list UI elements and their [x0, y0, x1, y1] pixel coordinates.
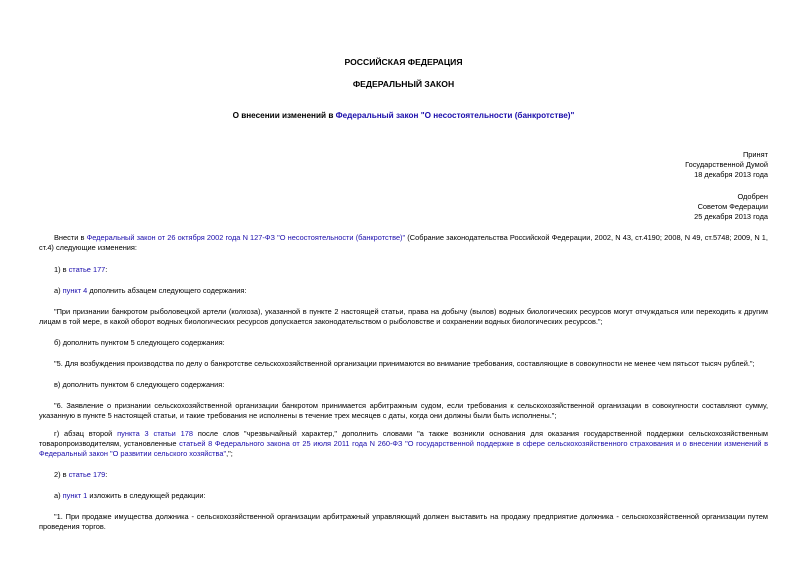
item-1d-text-c: ,";	[226, 449, 233, 459]
approved-date: 25 декабря 2013 года	[694, 212, 768, 221]
item-1d-text-a: г) абзац второй	[54, 429, 118, 438]
item-1c: в) дополнить пунктом 6 следующего содержания:	[54, 380, 225, 389]
intro-paragraph	[39, 233, 768, 253]
item-2a-text-a: а)	[54, 491, 63, 500]
item-1-colon: :	[105, 265, 108, 274]
country-heading: РОССИЙСКАЯ ФЕДЕРАЦИЯ	[344, 57, 463, 67]
item-2a-text-b: изложить в следующей редакции:	[87, 491, 206, 500]
item-1-text: 1) в	[54, 265, 69, 274]
item-1a-text-b: дополнить абзацем следующего содержания:	[87, 286, 247, 295]
approved-label: Одобрен	[737, 192, 768, 201]
intro-text-b: (Собрание законодательства Российской Федерации, 2002, N 43, ст.4190; 2008, N 49, ст.5748; 2009, N 1, ст.4) следующие изменения:	[39, 233, 768, 253]
item-2a	[54, 491, 206, 501]
article-179-link[interactable]: статье 179	[68, 470, 106, 479]
law-type-heading: ФЕДЕРАЛЬНЫЙ ЗАКОН	[352, 79, 455, 89]
article-177-link[interactable]: статье 177	[68, 265, 106, 274]
item-1d-text-b: после слов "чрезвычайный характер," дополнить словами "а также возникли основания для оказания государственной поддержки сельскохозяйственным товаропроизводителям, установленные	[39, 429, 768, 449]
item-1b: б) дополнить пунктом 5 следующего содержания:	[54, 338, 225, 347]
quote-paragraph-6: "6. Заявление о признании сельскохозяйственной организации банкротом принимается арбитражным судом, если требования к сельскохозяйственной организации в совокупности составляют сумму, указанную в пункте 5 настоящей статьи, и такие требования не исполнены в течение трех месяцев с даты, когда они должны были быть исполнены.";	[39, 401, 768, 421]
item-2-colon: :	[105, 470, 108, 479]
quote-paragraph-179-1: "1. При продаже имущества должника - сельскохозяйственной организации арбитражный управляющий должен выставить на продажу предприятие должника - сельскохозяйственной организации путем проведения торгов.	[39, 512, 768, 532]
subject-law-link[interactable]: Федеральный закон "О несостоятельности (банкротстве)"	[335, 111, 575, 120]
quote-paragraph-1: "При признании банкротом рыболовецкой артели (колхоза), указанной в пункте 2 настоящей статьи, права на добычу (вылов) водных биологических ресурсов могут отчуждаться или переходить к другим лицам в той мере, в какой оборот водных биологических ресурсов допускается законодательством о рыболовстве и сохранении водных биологических ресурсов.";	[39, 307, 768, 327]
intro-text-a: Внести в	[54, 233, 87, 242]
approved-by: Советом Федерации	[697, 202, 768, 211]
law-subject-title	[0, 110, 807, 121]
item-2	[54, 470, 107, 480]
adopted-label: Принят	[742, 150, 768, 159]
clause-4-link[interactable]: пункт 4	[62, 286, 88, 295]
item-2-text: 2) в	[54, 470, 69, 479]
item-1d	[39, 429, 768, 460]
quote-paragraph-5: "5. Для возбуждения производства по делу о банкротстве сельскохозяйственной организации принимаются во внимание требования, составляющие в совокупности не менее чем пятьсот тысяч рублей.";	[54, 359, 755, 368]
adopted-by: Государственной Думой	[685, 160, 768, 169]
item-1a	[54, 286, 246, 296]
law-127-link[interactable]: Федеральный закон от 26 октября 2002 года N 127-ФЗ "О несостоятельности (банкротстве)"	[86, 233, 406, 242]
clause-1-link[interactable]: пункт 1	[62, 491, 88, 500]
article-178-link[interactable]: пункта 3 статьи 178	[117, 429, 193, 438]
subject-prefix: О внесении изменений в	[232, 111, 336, 120]
adopted-date: 18 декабря 2013 года	[694, 170, 768, 179]
item-1	[54, 265, 107, 275]
law-260-link[interactable]: статьей 8 Федерального закона от 25 июля 2011 года N 260-ФЗ "О государственной поддержке в сфере сельскохозяйственного страхования и о внесении изменений в Федеральный закон "О развитии сельского хозяйства"	[39, 439, 768, 459]
item-1a-text-a: а)	[54, 286, 63, 295]
